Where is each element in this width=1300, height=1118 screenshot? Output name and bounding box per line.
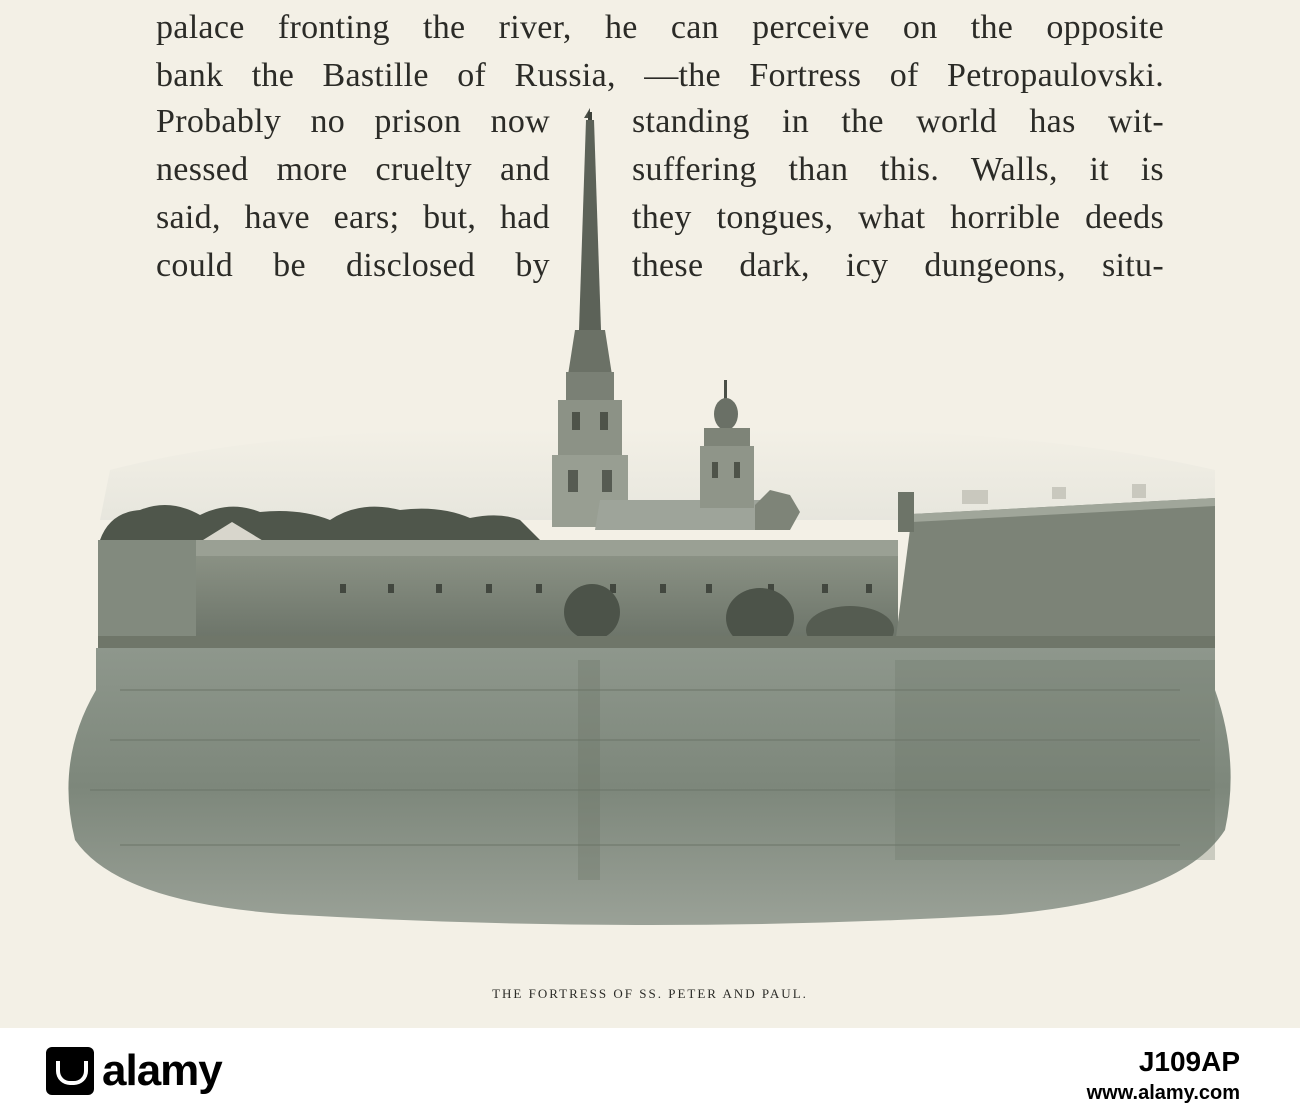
word: but, bbox=[423, 199, 477, 236]
word: of bbox=[889, 57, 919, 94]
site-url: www.alamy.com bbox=[1086, 1082, 1240, 1104]
image-id-block bbox=[1087, 1046, 1240, 1105]
word: disclosed bbox=[346, 247, 476, 284]
word: can bbox=[670, 9, 719, 46]
word: nessed bbox=[156, 151, 249, 188]
word: wit- bbox=[1107, 103, 1164, 140]
word: now bbox=[490, 103, 550, 140]
word: had bbox=[499, 199, 550, 236]
word: he bbox=[604, 9, 638, 46]
word: Petropaulovski. bbox=[947, 57, 1164, 94]
word: Probably bbox=[156, 103, 282, 140]
word: it bbox=[1089, 151, 1109, 188]
word: said, bbox=[156, 199, 221, 236]
word: deeds bbox=[1085, 199, 1164, 236]
word: Fortress bbox=[749, 57, 862, 94]
word: tongues, bbox=[716, 199, 834, 236]
word: ears; bbox=[333, 199, 400, 236]
word: dark, bbox=[739, 247, 810, 284]
word: fronting bbox=[277, 9, 390, 46]
alamy-mark-icon bbox=[46, 1047, 94, 1095]
word: on bbox=[902, 9, 938, 46]
word: could bbox=[156, 247, 234, 284]
word: these bbox=[632, 247, 704, 284]
word: the bbox=[422, 9, 466, 46]
word: opposite bbox=[1046, 9, 1164, 46]
word: situ- bbox=[1102, 247, 1164, 284]
word: palace bbox=[156, 9, 245, 46]
word: standing bbox=[632, 103, 750, 140]
word: by bbox=[515, 247, 550, 284]
alamy-logo bbox=[46, 1046, 222, 1096]
word: Walls, bbox=[970, 151, 1058, 188]
image-id: J109AP bbox=[1138, 1046, 1240, 1077]
alamy-wordmark: alamy bbox=[102, 1046, 222, 1095]
word: Bastille bbox=[322, 57, 429, 94]
word: than bbox=[788, 151, 849, 188]
word: this. bbox=[880, 151, 940, 188]
word: of bbox=[457, 57, 487, 94]
figure-caption: THE FORTRESS OF SS. PETER AND PAUL. bbox=[492, 986, 808, 1001]
word: they bbox=[632, 199, 692, 236]
word: perceive bbox=[752, 9, 870, 46]
word: river, bbox=[498, 9, 572, 46]
word: prison bbox=[374, 103, 462, 140]
word: suffering bbox=[632, 151, 757, 188]
word: the bbox=[841, 103, 884, 140]
word: the bbox=[970, 9, 1014, 46]
word: has bbox=[1029, 103, 1076, 140]
word: be bbox=[273, 247, 306, 284]
word: Russia, bbox=[514, 57, 616, 94]
word: world bbox=[916, 103, 998, 140]
word: —the bbox=[644, 57, 721, 94]
word: icy bbox=[845, 247, 889, 284]
word: the bbox=[251, 57, 295, 94]
word: cruelty bbox=[375, 151, 472, 188]
word: and bbox=[499, 151, 550, 188]
word: bank bbox=[156, 57, 224, 94]
word: is bbox=[1140, 151, 1164, 188]
word: no bbox=[310, 103, 346, 140]
word: more bbox=[276, 151, 348, 188]
word: have bbox=[244, 199, 310, 236]
word: horrible bbox=[950, 199, 1061, 236]
word: in bbox=[781, 103, 810, 140]
word: dungeons, bbox=[924, 247, 1066, 284]
word: what bbox=[858, 199, 926, 236]
